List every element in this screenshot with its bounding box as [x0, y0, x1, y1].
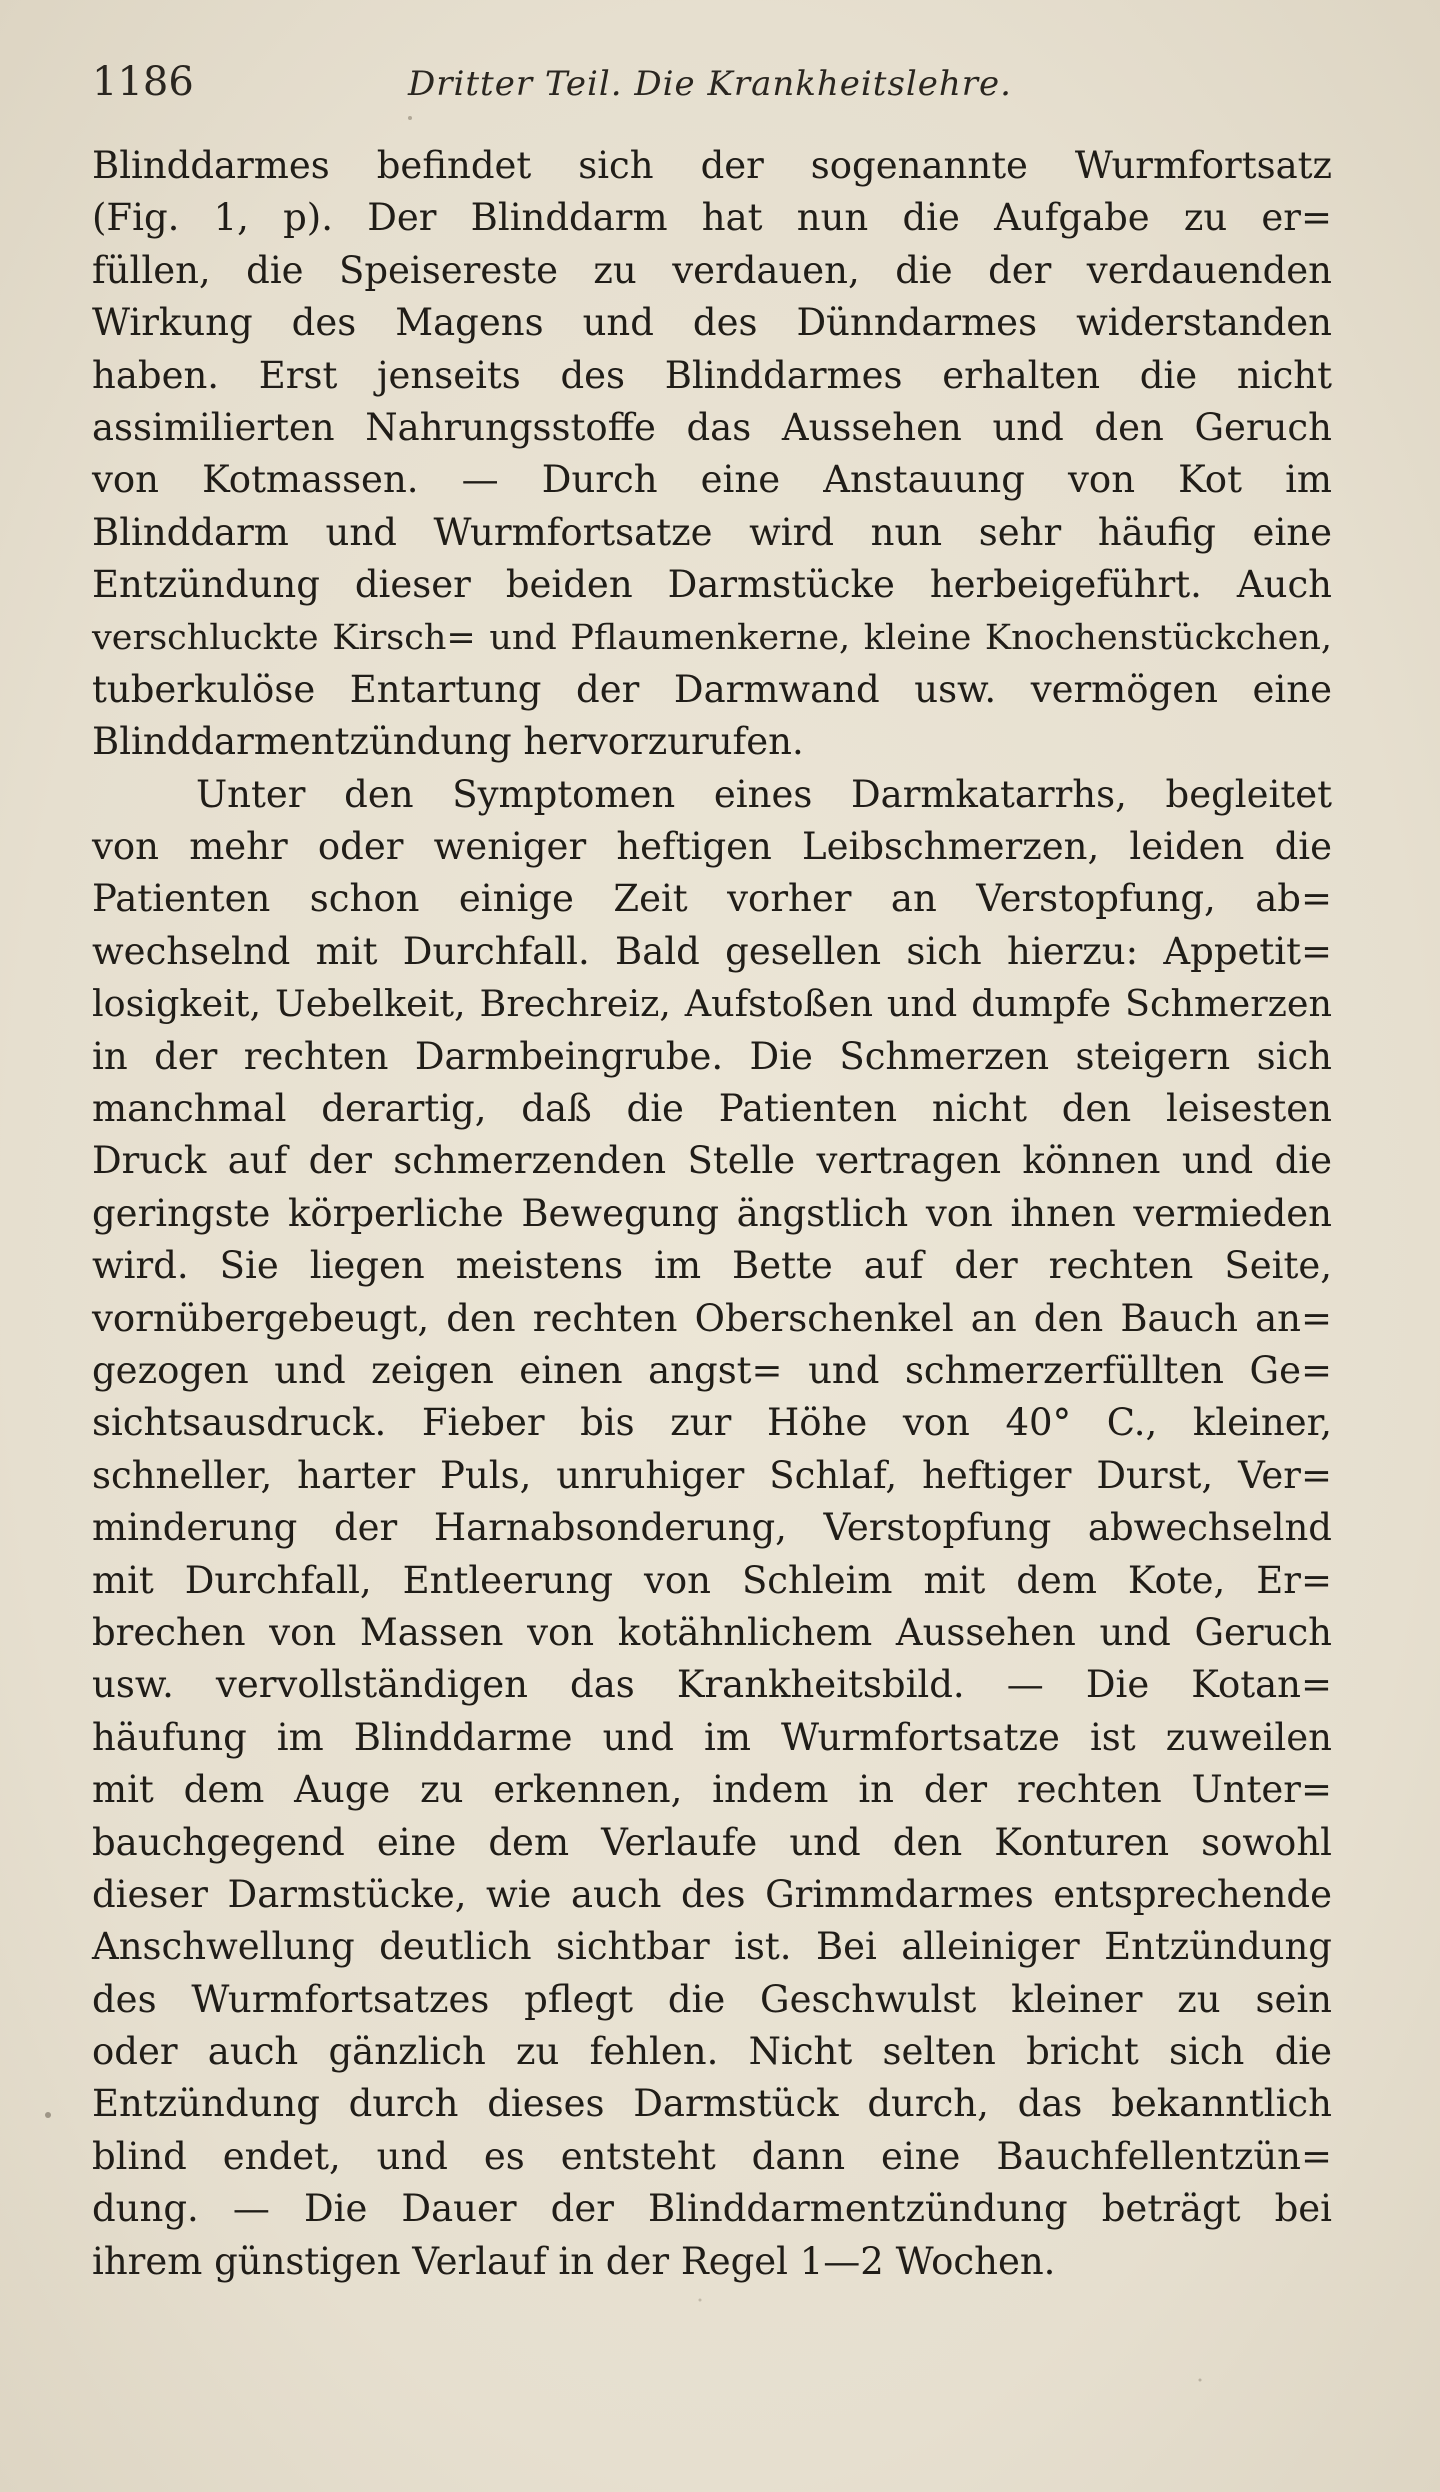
text-line: haben. Erst jenseits des Blinddarmes erhalten die nicht	[92, 353, 1332, 397]
paragraph	[92, 769, 1332, 2288]
text-line: Blinddarmes befindet sich der sogenannte Wurmfortsatz	[92, 144, 1332, 187]
text-line: (Fig. 1, p). Der Blinddarm hat nun die Aufgabe zu er=	[92, 196, 1332, 240]
page-header	[92, 52, 1352, 112]
text-line: ihrem günstigen Verlauf in der Regel 1—2 Wochen.	[92, 2239, 1056, 2283]
text-line: brechen von Massen von kotähnlichem Aussehen und Geruch	[92, 1610, 1332, 1654]
text-line: Blinddarmentzündung hervorzurufen.	[92, 720, 804, 764]
text-line: bauchgegend eine dem Verlaufe und den Konturen sowohl	[92, 1820, 1332, 1864]
text-line: losigkeit, Uebelkeit, Brechreiz, Aufstoßen und dumpfe Schmerzen	[92, 982, 1332, 1026]
text-line: Druck auf der schmerzenden Stelle vertragen können und die	[92, 1139, 1332, 1183]
text-line: Unter den Symptomen eines Darmkatarrhs, begleitet	[196, 772, 1332, 816]
text-line: Entzündung durch dieses Darmstück durch, das bekanntlich	[92, 2082, 1332, 2126]
text-line: blind endet, und es entsteht dann eine Bauchfellentzün=	[92, 2134, 1332, 2178]
text-line: in der rechten Darmbeingrube. Die Schmerzen steigern sich	[92, 1034, 1332, 1078]
text-line: Patienten schon einige Zeit vorher an Verstopfung, ab=	[92, 877, 1332, 921]
page-number: 1186	[92, 59, 194, 105]
text-line: sichtsausdruck. Fieber bis zur Höhe von 40° C., kleiner,	[92, 1401, 1332, 1445]
text-line: wechselnd mit Durchfall. Bald gesellen sich hierzu: Appetit=	[92, 929, 1332, 973]
text-line: mit Durchfall, Entleerung von Schleim mit dem Kote, Er=	[92, 1558, 1332, 1602]
body-text	[92, 140, 1332, 2288]
text-line: schneller, harter Puls, unruhiger Schlaf, heftiger Durst, Ver=	[92, 1453, 1332, 1497]
text-line: Wirkung des Magens und des Dünndarmes widerstanden	[92, 301, 1332, 345]
text-line: von Kotmassen. — Durch eine Anstauung von Kot im	[92, 458, 1332, 502]
text-line: usw. vervollständigen das Krankheitsbild. — Die Kotan=	[92, 1663, 1332, 1707]
text-line: füllen, die Speisereste zu verdauen, die der verdauenden	[92, 248, 1332, 292]
text-line: geringste körperliche Bewegung ängstlich von ihnen vermieden	[92, 1191, 1332, 1235]
paragraph	[92, 140, 1332, 769]
text-line: oder auch gänzlich zu fehlen. Nicht selten bricht sich die	[92, 2030, 1332, 2074]
text-line: gezogen und zeigen einen angst= und schmerzerfüllten Ge=	[92, 1348, 1332, 1392]
text-line: häufung im Blinddarme und im Wurmfortsatze ist zuweilen	[92, 1715, 1332, 1759]
text-line: des Wurmfortsatzes pflegt die Geschwulst kleiner zu sein	[92, 1977, 1332, 2021]
text-line: verschluckte Kirsch= und Pflaumenkerne, kleine Knochenstückchen,	[92, 617, 1332, 658]
text-line: von mehr oder weniger heftigen Leibschmerzen, leiden die	[92, 825, 1332, 869]
text-line: Blinddarm und Wurmfortsatze wird nun sehr häufig eine	[92, 510, 1332, 554]
running-title: Dritter Teil. Die Krankheitslehre.	[408, 64, 1012, 104]
text-line: dung. — Die Dauer der Blinddarmentzündung beträgt bei	[92, 2187, 1332, 2231]
text-line: wird. Sie liegen meistens im Bette auf der rechten Seite,	[92, 1244, 1332, 1288]
text-line: minderung der Harnabsonderung, Verstopfung abwechselnd	[92, 1506, 1332, 1550]
text-line: dieser Darmstücke, wie auch des Grimmdarmes entsprechende	[92, 1872, 1332, 1916]
text-line: Entzündung dieser beiden Darmstücke herbeigeführt. Auch	[92, 563, 1332, 607]
text-line: manchmal derartig, daß die Patienten nicht den leisesten	[92, 1087, 1332, 1131]
text-line: mit dem Auge zu erkennen, indem in der rechten Unter=	[92, 1768, 1332, 1812]
text-line: tuberkulöse Entartung der Darmwand usw. vermögen eine	[92, 667, 1332, 711]
text-line: vornübergebeugt, den rechten Oberschenkel an den Bauch an=	[92, 1296, 1332, 1340]
text-line: assimilierten Nahrungsstoffe das Aussehen und den Geruch	[92, 405, 1332, 449]
text-line: Anschwellung deutlich sichtbar ist. Bei alleiniger Entzündung	[92, 1925, 1332, 1969]
